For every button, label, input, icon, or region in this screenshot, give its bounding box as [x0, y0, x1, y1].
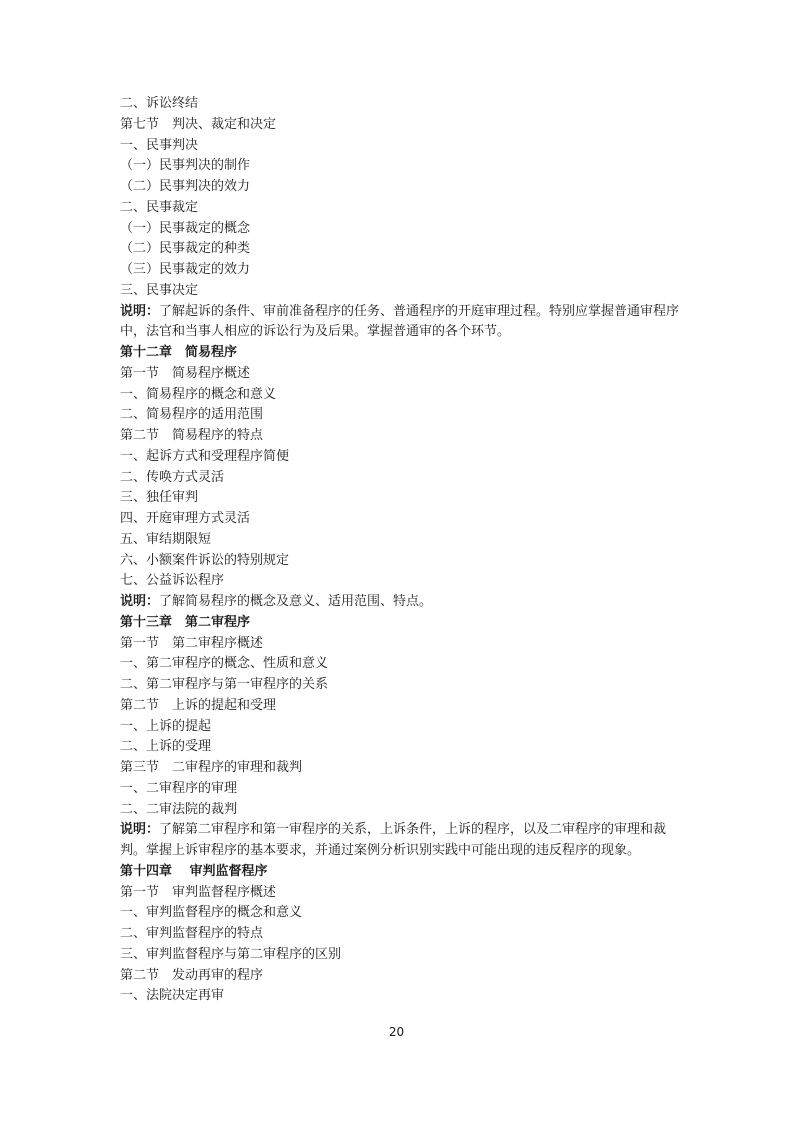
outline-item: 六、小额案件诉讼的特别规定 [120, 552, 290, 568]
outline-item: 三、审判监督程序与第二审程序的区别 [120, 946, 342, 962]
outline-item: 二、传唤方式灵活 [120, 469, 225, 485]
section-heading: 第二节 简易程序的特点 [120, 428, 264, 443]
page-number: 20 [388, 1025, 405, 1039]
outline-item: 一、简易程序的概念和意义 [120, 386, 277, 402]
outline-item: 二、简易程序的适用范围 [120, 407, 264, 423]
outline-item: （三）民事裁定的效力 [120, 262, 251, 277]
outline-item: 一、民事判决 [120, 137, 199, 153]
outline-item: 二、民事裁定 [120, 199, 199, 215]
document-body [120, 94, 680, 1007]
outline-item: 四、开庭审理方式灵活 [120, 511, 251, 526]
chapter-heading: 第十三章 第二审程序 [120, 614, 251, 630]
chapter-heading: 第十二章 简易程序 [120, 345, 238, 360]
outline-item: 三、独任审判 [120, 490, 199, 506]
outline-item: 二、审判监督程序的特点 [120, 926, 264, 941]
note-paragraph [120, 592, 680, 613]
note-text: 了解简易程序的概念及意义、适用范围、特点。 [159, 594, 433, 609]
section-heading: 第二节 发动再审的程序 [120, 967, 264, 983]
note-text: 了解第二审程序和第一审程序的关系，上诉条件，上诉的程序，以及二审程序的审理和裁判。掌握上诉审程序的基本要求，并通过案例分析识别实践中可能出现的违反程序的现象。 [120, 822, 667, 858]
outline-item: 二、第二审程序与第一审程序的关系 [120, 677, 329, 692]
outline-item: 一、第二审程序的概念、性质和意义 [120, 656, 329, 672]
note-label: 说明： [120, 822, 160, 838]
section-heading: 第七节 判决、裁定和决定 [120, 116, 277, 132]
outline-item: 三、民事决定 [120, 282, 199, 298]
outline-item: 七、公益诉讼程序 [120, 573, 225, 589]
outline-item: 二、二审法院的裁判 [120, 801, 238, 817]
outline-item: 一、二审程序的审理 [120, 780, 238, 796]
outline-item: 一、审判监督程序的概念和意义 [120, 905, 303, 921]
outline-item: 五、审结期限短 [120, 531, 212, 547]
section-heading: 第一节 简易程序概述 [120, 365, 251, 381]
outline-item: （二）民事判决的效力 [120, 179, 251, 194]
note-text: 了解起诉的条件、审前准备程序的任务、普通程序的开庭审理过程。特别应掌握普通审程序中，法官和当事人相应的诉讼行为及后果。掌握普通审的各个环节。 [120, 303, 680, 340]
section-heading: 第三节 二审程序的审理和裁判 [120, 760, 303, 775]
note-label: 说明： [120, 303, 160, 319]
outline-item: 二、上诉的受理 [120, 739, 212, 755]
outline-item: 二、诉讼终结 [120, 96, 199, 111]
outline-item: （二）民事裁定的种类 [120, 241, 251, 257]
outline-item: 一、法院决定再审 [120, 988, 225, 1004]
section-heading: 第二节 上诉的提起和受理 [120, 697, 277, 713]
section-heading: 第一节 第二审程序概述 [120, 635, 264, 651]
note-paragraph [120, 820, 680, 862]
outline-item: 一、上诉的提起 [120, 718, 212, 734]
chapter-heading: 第十四章 审判监督程序 [120, 863, 268, 879]
outline-item: 一、起诉方式和受理程序简便 [120, 448, 290, 464]
outline-item: （一）民事裁定的概念 [120, 220, 251, 236]
outline-item: （一）民事判决的制作 [120, 158, 251, 174]
note-label: 说明： [120, 594, 160, 609]
section-heading: 第一节 审判监督程序概述 [120, 884, 277, 900]
note-paragraph [120, 302, 680, 344]
